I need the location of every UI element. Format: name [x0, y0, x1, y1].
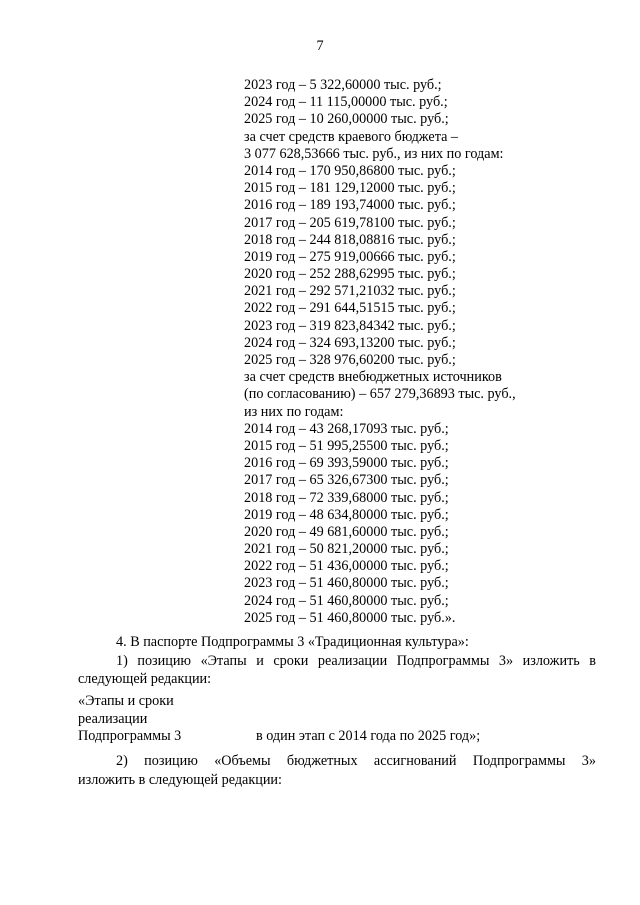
stages-value: в один этап с 2014 года по 2025 год»; — [256, 728, 481, 744]
list-item: 2024 год – 324 693,13200 тыс. руб.; — [244, 334, 456, 351]
list-item: за счет средств краевого бюджета – — [244, 128, 459, 145]
list-item: 2015 год – 181 129,12000 тыс. руб.; — [244, 180, 456, 197]
list-item: 2024 год – 11 115,00000 тыс. руб.; — [244, 94, 448, 111]
item-2-line-2: изложить в следующей редакции: — [78, 771, 282, 788]
funding-figures-list — [244, 77, 604, 627]
list-item: 2023 год – 5 322,60000 тыс. руб.; — [244, 77, 442, 93]
list-item: 2019 год – 48 634,80000 тыс. руб.; — [244, 506, 449, 523]
section-4 — [78, 633, 596, 689]
list-item: 2022 год – 51 436,00000 тыс. руб.; — [244, 558, 449, 575]
list-item: 2025 год – 328 976,60200 тыс. руб.; — [244, 352, 456, 368]
list-item: 2016 год – 69 393,59000 тыс. руб.; — [244, 455, 449, 472]
stages-table — [78, 693, 598, 746]
table-row — [78, 728, 598, 746]
list-item: 2019 год – 275 919,00666 тыс. руб.; — [244, 248, 456, 265]
list-item: 2021 год – 292 571,21032 тыс. руб.; — [244, 283, 456, 300]
list-item: 2023 год – 319 823,84342 тыс. руб.; — [244, 317, 456, 334]
section-4-heading: 4. В паспорте Подпрограммы 3 «Традиционная культура»: — [116, 634, 469, 650]
stages-label-line-1: «Этапы и сроки — [78, 693, 174, 709]
item-2 — [78, 752, 596, 789]
list-item: 2023 год – 51 460,80000 тыс. руб.; — [244, 575, 449, 592]
list-item: 2018 год – 244 818,08816 тыс. руб.; — [244, 231, 456, 248]
list-item: 2014 год – 170 950,86800 тыс. руб.; — [244, 162, 456, 179]
list-item: 2022 год – 291 644,51515 тыс. руб.; — [244, 300, 456, 317]
list-item: 2020 год – 252 288,62995 тыс. руб.; — [244, 266, 456, 283]
list-item: 2016 год – 189 193,74000 тыс. руб.; — [244, 197, 456, 214]
list-item: за счет средств внебюджетных источников — [244, 369, 502, 386]
stages-label-line-2: реализации — [78, 710, 148, 727]
list-item: 2017 год – 205 619,78100 тыс. руб.; — [244, 214, 456, 231]
list-item: 2014 год – 43 268,17093 тыс. руб.; — [244, 420, 449, 437]
list-item: из них по годам: — [244, 403, 344, 420]
table-row — [78, 711, 598, 729]
list-item: 2021 год – 50 821,20000 тыс. руб.; — [244, 541, 449, 558]
list-item: 2015 год – 51 995,25500 тыс. руб.; — [244, 437, 449, 454]
list-item: 3 077 628,53666 тыс. руб., из них по годам: — [244, 145, 504, 162]
list-item: 2017 год – 65 326,67300 тыс. руб.; — [244, 472, 449, 489]
list-item: 2025 год – 51 460,80000 тыс. руб.». — [244, 609, 456, 626]
item-2-line-1: 2) позицию «Объемы бюджетных ассигнований Подпрограммы 3» — [116, 753, 596, 769]
list-item: 2025 год – 10 260,00000 тыс. руб.; — [244, 111, 449, 128]
page-number: 7 — [316, 38, 324, 54]
list-item: 2024 год – 51 460,80000 тыс. руб.; — [244, 592, 449, 609]
stages-label-line-3: Подпрограммы 3 — [78, 728, 182, 744]
list-item: 2018 год – 72 339,68000 тыс. руб.; — [244, 489, 449, 506]
item-1-line-2: следующей редакции: — [78, 671, 212, 687]
list-item: (по согласованию) – 657 279,36893 тыс. руб., — [244, 386, 516, 403]
item-1-line-1: 1) позицию «Этапы и сроки реализации Подпрограммы 3» изложить в — [116, 652, 596, 669]
list-item: 2020 год – 49 681,60000 тыс. руб.; — [244, 523, 449, 540]
table-row — [78, 693, 598, 711]
